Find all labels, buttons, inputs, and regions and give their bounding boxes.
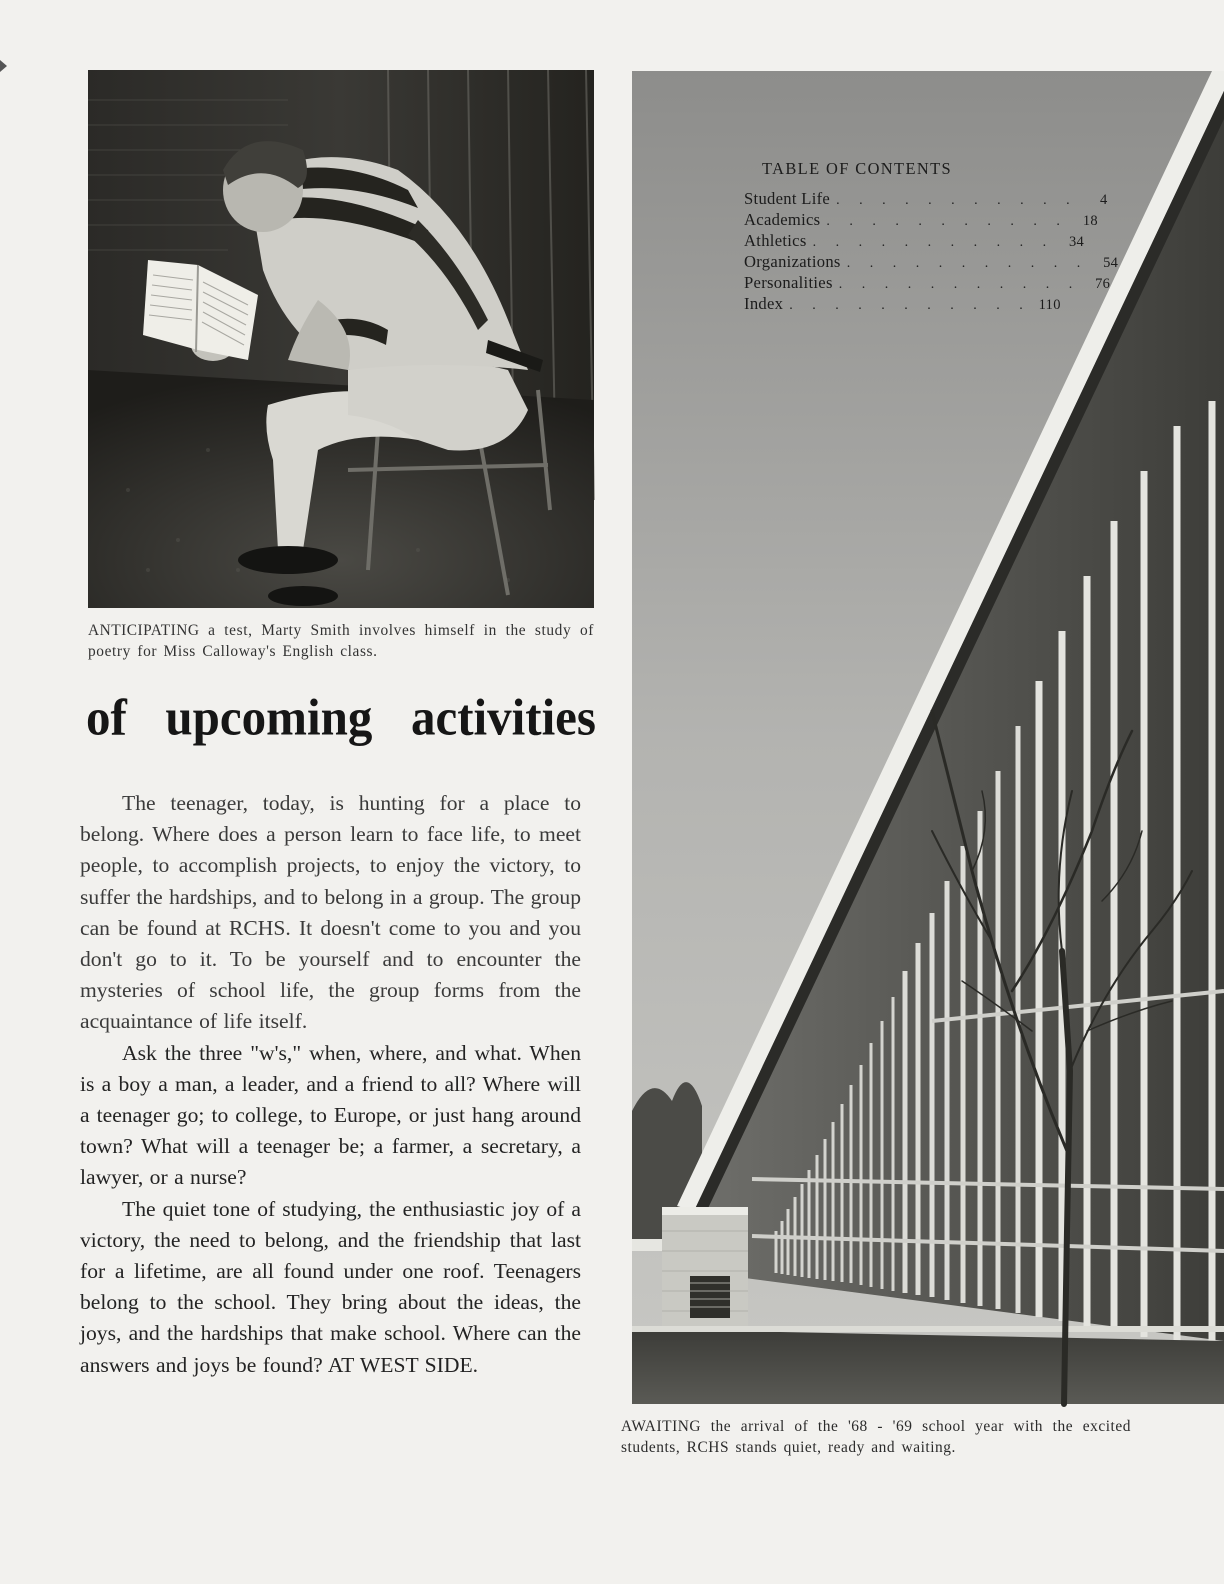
caption-lead-word: AWAITING xyxy=(621,1418,702,1435)
toc-entry xyxy=(744,210,1098,231)
toc-entry-label: Organizations xyxy=(744,252,841,271)
toc-entry-page: 76 xyxy=(1095,276,1111,292)
toc-leader-dots: . . . . . . . . . . . xyxy=(789,298,1031,313)
page-edge-mark xyxy=(0,60,7,72)
toc-entry-label: Personalities xyxy=(744,273,833,292)
toc-leader-dots: . . . . . . . . . . . xyxy=(846,256,1089,271)
caption-lead-word: ANTICIPATING xyxy=(88,622,200,639)
headline-word-2: upcoming xyxy=(165,688,373,746)
toc-entry-page: 54 xyxy=(1103,255,1119,271)
toc-entry-label: Academics xyxy=(744,210,821,229)
toc-entry xyxy=(744,294,1061,315)
body-paragraph: The teenager, today, is hunting for a place to belong. Where does a person learn to face life, to meet people, to accomplish projects, to enjoy the victory, to suffer the hardships, and to belong in a group. The group can be found at RCHS. It doesn't come to you and you don't go to it. To be yourself and to encounter the mysteries of school life, the group forms from the acquaintance of life itself. xyxy=(80,791,581,1034)
toc-entry xyxy=(744,273,1111,294)
caption-text: a test, Marty Smith involves himself in the study of poetry for Miss Calloway's English class. xyxy=(88,622,594,660)
body-paragraph: Ask the three "w's," when, where, and what. When is a boy a man, a leader, and a friend to all? Where will a teenager go; to college, to Europe, or just hang around town? What will a teenager be; a farmer, a secretary, a lawyer, or a nurse? xyxy=(80,1040,581,1190)
toc-entry xyxy=(744,189,1108,210)
toc-leader-dots: . . . . . . . . . . . xyxy=(838,277,1081,292)
caption-text: the arrival of the '68 - '69 school year with the excited students, RCHS stands quiet, ready and waiting. xyxy=(621,1418,1131,1456)
student-reading-photo xyxy=(88,70,594,608)
toc-entry-page: 34 xyxy=(1069,234,1085,250)
toc-entry-label: Index xyxy=(744,294,784,313)
toc-leader-dots: . . . . . . . . . . . xyxy=(836,193,1078,208)
page-headline xyxy=(86,686,596,749)
toc-leader-dots: . . . . . . . . . . . xyxy=(812,235,1055,250)
headline-word-1: of xyxy=(86,688,127,746)
toc-leader-dots: . . . . . . . . . . . xyxy=(826,214,1068,229)
student-photo-caption xyxy=(88,620,594,662)
headline-word-3: activities xyxy=(410,688,596,746)
toc-entry xyxy=(744,231,1085,252)
article-body xyxy=(80,788,581,1381)
toc-entry-label: Student Life xyxy=(744,189,831,208)
toc-entry xyxy=(744,252,1119,273)
table-of-contents xyxy=(744,158,1119,315)
toc-entry-page: 110 xyxy=(1038,297,1061,313)
body-paragraph: The quiet tone of studying, the enthusiastic joy of a victory, the need to belong, and the friendship that last for a lifetime, are all found under one roof. Teenagers belong to the school. They bring about the ideas, the joys, and the hardships that make school. Where can the answers and joys be found? AT WEST SIDE. xyxy=(80,1196,581,1377)
school-photo-caption xyxy=(621,1416,1131,1458)
toc-entry-page: 18 xyxy=(1082,213,1098,229)
toc-entry-page: 4 xyxy=(1100,192,1108,208)
toc-title: TABLE OF CONTENTS xyxy=(762,159,953,178)
toc-entry-label: Athletics xyxy=(744,231,807,250)
